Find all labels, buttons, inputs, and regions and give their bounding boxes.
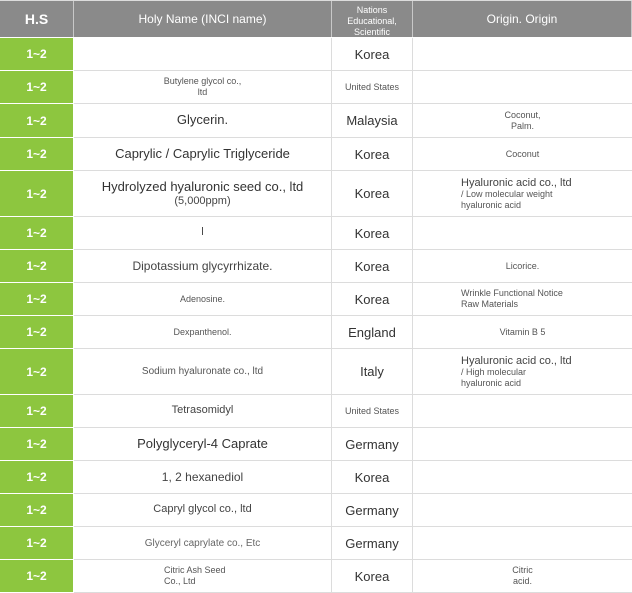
hs-cell: 1~2 — [0, 428, 74, 461]
inci-name-cell: Hydrolyzed hyaluronic seed co., ltd (5,000ppm) — [74, 171, 332, 216]
table-row — [0, 349, 632, 395]
table-row — [0, 560, 632, 593]
hs-cell: 1~2 — [0, 316, 74, 349]
country-cell: Germany — [332, 527, 413, 559]
country-cell: Korea — [332, 217, 413, 249]
inci-name-cell: Polyglyceryl-4 Caprate — [74, 428, 332, 460]
hs-cell: 1~2 — [0, 171, 74, 217]
country-cell: Korea — [332, 560, 413, 592]
inci-name-cell: Citric Ash Seed Co., Ltd — [74, 560, 332, 592]
origin-cell: Vitamin B 5 — [499, 326, 546, 337]
table-row — [0, 527, 632, 560]
country-cell: United States — [332, 71, 413, 103]
table-row — [0, 461, 632, 494]
origin-cell: Hyaluronic acid co., ltd / Low molecular weight hyaluronic acid — [461, 176, 572, 210]
country-cell: Malaysia — [332, 104, 413, 137]
origin-cell: Coconut, Palm. — [504, 109, 541, 131]
inci-name-cell: Sodium hyaluronate co., ltd — [74, 349, 332, 394]
origin-cell: Citric acid. — [512, 565, 533, 586]
origin-cell — [413, 461, 632, 493]
origin-cell — [413, 395, 632, 427]
table-row — [0, 138, 632, 171]
header-hs: H.S — [0, 1, 74, 37]
origin-cell: Coconut — [505, 148, 540, 159]
country-cell: Germany — [332, 494, 413, 526]
table-row — [0, 38, 632, 71]
inci-name-cell: l — [74, 217, 332, 249]
origin-cell — [413, 428, 632, 460]
origin-cell — [413, 71, 632, 103]
table-row — [0, 494, 632, 527]
country-cell: Italy — [332, 349, 413, 394]
country-cell: England — [332, 316, 413, 348]
hs-cell: 1~2 — [0, 38, 74, 71]
origin-cell — [413, 527, 632, 559]
table-row — [0, 395, 632, 428]
hs-cell: 1~2 — [0, 71, 74, 104]
inci-name-cell: Tetrasomidyl — [74, 395, 332, 427]
hs-cell: 1~2 — [0, 283, 74, 316]
inci-name-cell — [74, 38, 332, 70]
table-row — [0, 171, 632, 217]
inci-name-cell: Adenosine. — [74, 283, 332, 315]
inci-name-cell: Caprylic / Caprylic Triglyceride — [74, 138, 332, 170]
inci-name-cell: Glycerin. — [74, 104, 332, 137]
inci-name-cell: Dexpanthenol. — [74, 316, 332, 348]
table-row — [0, 428, 632, 461]
origin-cell: Hyaluronic acid co., ltd / High molecular hyaluronic acid — [461, 354, 572, 388]
hs-cell: 1~2 — [0, 217, 74, 250]
country-cell: Korea — [332, 171, 413, 216]
origin-cell: Wrinkle Functional Notice Raw Materials — [461, 288, 563, 309]
hs-cell: 1~2 — [0, 560, 74, 593]
origin-cell: Licorice. — [505, 260, 540, 271]
country-cell: Korea — [332, 38, 413, 70]
table-row — [0, 316, 632, 349]
country-cell: Korea — [332, 250, 413, 282]
inci-name-cell: 1, 2 hexanediol — [74, 461, 332, 493]
inci-name-cell: Capryl glycol co., ltd — [74, 494, 332, 526]
table-row — [0, 283, 632, 316]
hs-cell: 1~2 — [0, 395, 74, 428]
table-row — [0, 71, 632, 104]
hs-cell: 1~2 — [0, 349, 74, 395]
hs-cell: 1~2 — [0, 461, 74, 494]
origin-cell — [413, 494, 632, 526]
hs-cell: 1~2 — [0, 138, 74, 171]
country-cell: Korea — [332, 138, 413, 170]
header-origin: Origin. Origin — [413, 1, 632, 37]
country-cell: Korea — [332, 283, 413, 315]
hs-cell: 1~2 — [0, 250, 74, 283]
header-country: Nations Educational, Scientific — [332, 1, 413, 37]
inci-name-cell: Glyceryl caprylate co., Etc — [74, 527, 332, 559]
table-header — [0, 1, 632, 38]
hs-cell: 1~2 — [0, 104, 74, 138]
table-row — [0, 104, 632, 138]
country-cell: Korea — [332, 461, 413, 493]
country-cell: Germany — [332, 428, 413, 460]
inci-name-cell: Butylene glycol co., ltd — [74, 71, 332, 103]
table-row — [0, 250, 632, 283]
header-inci-name: Holy Name (INCI name) — [74, 1, 332, 37]
table-row — [0, 217, 632, 250]
inci-name-cell: Dipotassium glycyrrhizate. — [74, 250, 332, 282]
hs-cell: 1~2 — [0, 494, 74, 527]
country-cell: United States — [332, 395, 413, 427]
origin-cell — [413, 38, 632, 70]
hs-cell: 1~2 — [0, 527, 74, 560]
origin-cell — [413, 217, 632, 249]
